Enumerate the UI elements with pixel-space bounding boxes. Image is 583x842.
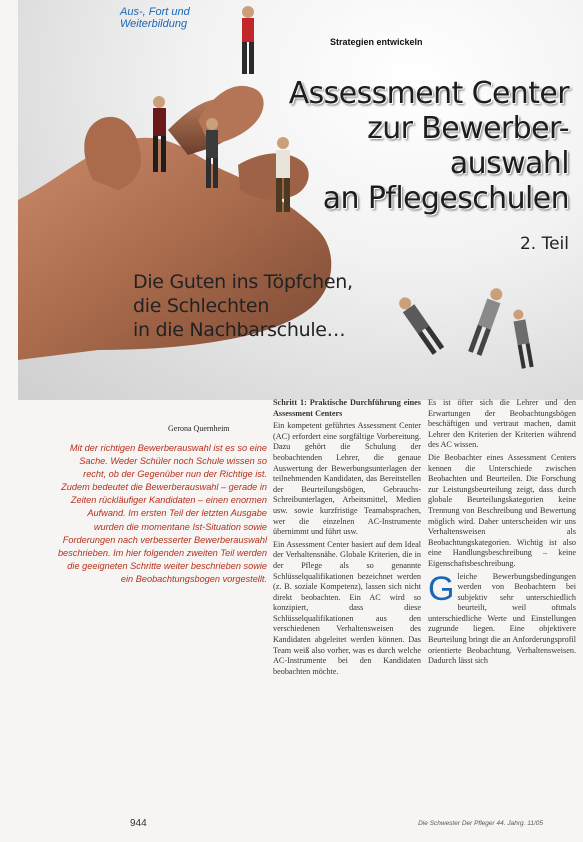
section-kicker: Aus-, Fort und Weiterbildung [120, 6, 190, 30]
falling-figure [396, 294, 444, 354]
column-paragraph: Ein kompetent geführtes Assessment Center (AC) erfordert eine sorgfältige Vorbereitung. Dazu gehört die Schulung der beobachtenden Lehrer, die genaue Auswertung der Bewerbungsunterlagen der teilnehmenden Kandidaten, das Bereitstellen der Beurteilungsbögen, Gebrauchs-Schreibunterlagen, Arbeitsmittel, Medien usw. sowie kurzfristige Teamabsprachen, wer die einzelnen AC-Instrumente übernimmt und führt usw. [273, 421, 421, 537]
column-paragraph: Ein Assessment Center basiert auf dem Ideal der Verhaltensnähe. Globale Kriterien, die in der Pflege als so genannte Schlüsselqualifikationen bezeichnet werden (z. B. soziale Kompetenz), lassen sich nicht direkt beobachten. Ein AC wird so konzipiert, dass diese Schlüsselqualifikationen aus den verschiedenen Verhaltensweisen des Kandidaten abgeleitet werden können. Das Team weiß also vorher, was es durch welche AC-Instrumente bei den Kandidaten beobachten möchte. [273, 539, 421, 676]
title-line: zur Bewerber- [367, 111, 569, 146]
footer-source: Die Schwester Der Pfleger 44. Jahrg. 11/05 [418, 820, 543, 827]
title-line: an Pflegeschulen [322, 181, 569, 216]
article-title [289, 76, 569, 216]
article-subtitle [133, 270, 353, 342]
text-column-2 [428, 398, 576, 669]
text-column-1 [273, 398, 421, 679]
column-paragraph: Schritt 1: Praktische Durchführung eines Assessment Centers [273, 398, 421, 418]
lead-paragraph: Mit der richtigen Bewerberauswahl ist es so eine Sache. Weder Schüler noch Schule wissen so recht, ob der Gegenüber nun der Richtige ist. Zudem bedeutet die Bewerberauswahl – gerade in Zeiten rückläufiger Kandidaten – einen enormen Aufwand. Im ersten Teil der letzten Ausgabe wurden die momentane Ist-Situation sowie Forderungen nach verbesserter Bewerberauswahl beschrieben. Im hier folgenden zweiten Teil werden die geeigneten Schritte weiter beschrieben sowie ein Beobachtungsbogen vorgestellt. [57, 443, 267, 584]
subtitle-line: Die Guten ins Töpfchen, [133, 271, 353, 293]
author-name: Gerona Quernheim [168, 424, 230, 433]
subtitle-line: die Schlechten [133, 295, 270, 317]
title-line: auswahl [449, 146, 569, 181]
title-line: Assessment Center [288, 76, 569, 111]
column-paragraph-text: leiche Bewerbungsbedingungen werden von Beobachtern bei subjektiv sehr unterschiedlich beurteilt, weil oftmals unterschiedliche Werte und Einstellungen zugrunde liegen. Eine objektivere Beurteilung bringt die an Anforderungsprofil orientierte Beobachtung. Verhaltensweisen. Dadurch lässt sich [428, 571, 576, 666]
subtitle-line: in die Nachbarschule… [133, 319, 346, 341]
falling-figure [512, 309, 534, 369]
column-paragraph: Die Beobachter eines Assessment Centers kennen die Unterschiede zwischen Beobachten und Beurteilen. Die Forschung zur Leistungsbeurteilung zeigt, dass durch globale Beurteilungskategorien keine Trennung von Beschreibung und Bewertung möglich wird. Daher unterscheiden wir uns Verhaltensweisen als Beobachtungskategorien. Wichtig ist also eine Handlungsbeschreibung – keine Eigenschaftsbeschreibung. [428, 452, 576, 568]
person-figure [242, 6, 254, 74]
dropcap-letter: G [428, 569, 455, 608]
falling-figure [468, 286, 505, 356]
column-paragraph [428, 569, 576, 667]
page-number: 944 [130, 818, 147, 829]
section-tag: Strategien entwickeln [330, 37, 423, 47]
column-paragraph: Es ist öfter sich die Lehrer und den Erwartungen der Beobachtungsbögen beschäftigen und vertraut machen, damit Lehrer den Kriterien der Kriterien während des AC wissen. [428, 398, 576, 450]
article-part: 2. Teil [519, 234, 569, 254]
